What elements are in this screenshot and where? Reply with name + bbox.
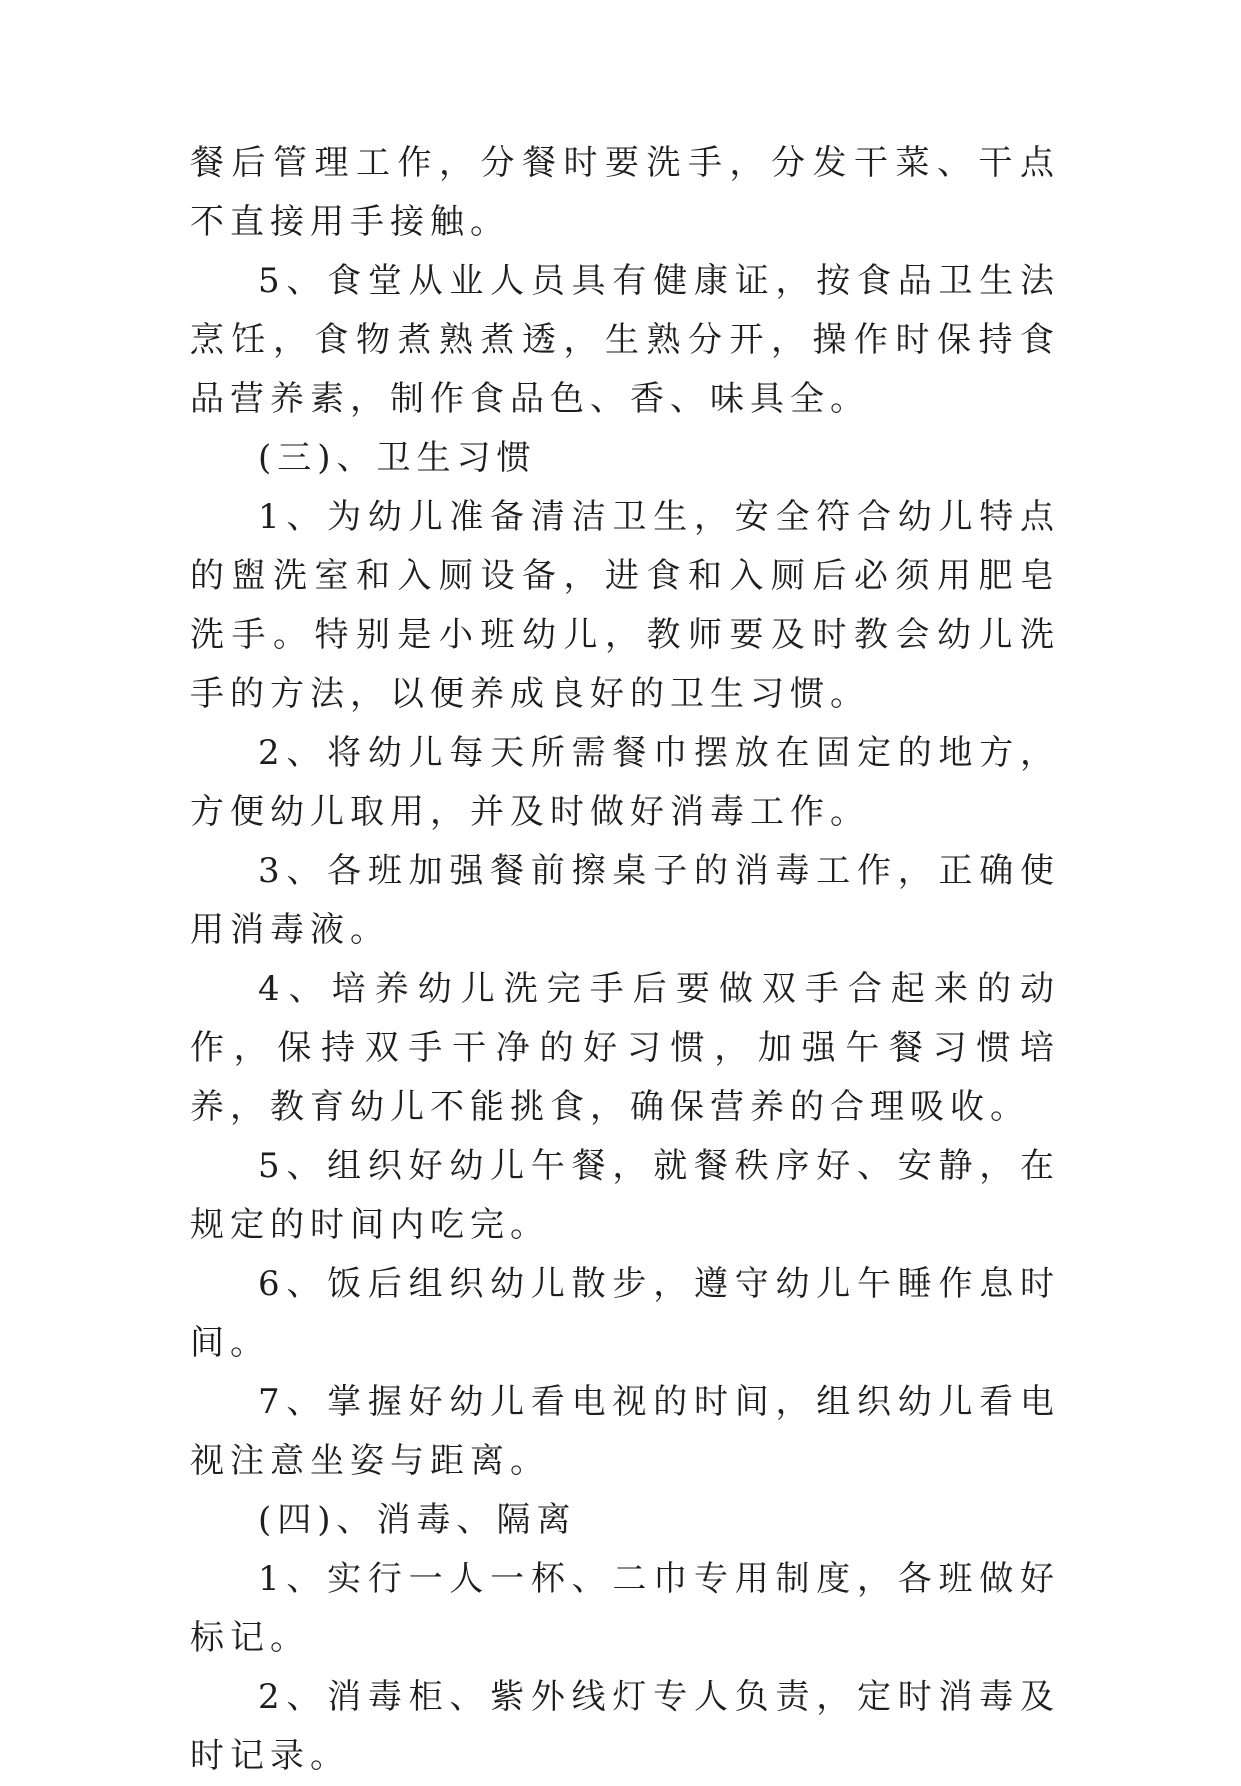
document-body (190, 134, 1060, 1786)
paragraph-disinfection-item-1: 1、实行一人一杯、二巾专用制度，各班做好标记。 (190, 1559, 1060, 1658)
paragraph-item-4: 4、培养幼儿洗完手后要做双手合起来的动作，保持双手干净的好习惯，加强午餐习惯培养，教育幼儿不能挑食，确保营养的合理吸收。 (190, 969, 1060, 1127)
paragraph-item-6: 6、饭后组织幼儿散步，遵守幼儿午睡作息时间。 (190, 1264, 1060, 1363)
section-heading-disinfection: (四)、消毒、隔离 (258, 1500, 577, 1540)
paragraph-disinfection-item-2: 2、消毒柜、紫外线灯专人负责，定时消毒及时记录。 (190, 1677, 1060, 1776)
paragraph-continuation: 餐后管理工作，分餐时要洗手，分发干菜、干点不直接用手接触。 (190, 143, 1060, 242)
paragraph-item-2: 2、将幼儿每天所需餐巾摆放在固定的地方，方便幼儿取用，并及时做好消毒工作。 (190, 733, 1060, 832)
paragraph-item-3: 3、各班加强餐前擦桌子的消毒工作，正确使用消毒液。 (190, 851, 1060, 950)
paragraph-item-5-canteen: 5、食堂从业人员具有健康证，按食品卫生法烹饪，食物煮熟煮透，生熟分开，操作时保持食品营养素，制作食品色、香、味具全。 (190, 261, 1060, 419)
paragraph-item-7: 7、掌握好幼儿看电视的时间，组织幼儿看电视注意坐姿与距离。 (190, 1382, 1060, 1481)
paragraph-item-5: 5、组织好幼儿午餐，就餐秩序好、安静，在规定的时间内吃完。 (190, 1146, 1060, 1245)
section-heading-hygiene-habits: (三)、卫生习惯 (258, 438, 537, 478)
paragraph-item-1: 1、为幼儿准备清洁卫生，安全符合幼儿特点的盥洗室和入厕设备，进食和入厕后必须用肥皂洗手。特别是小班幼儿，教师要及时教会幼儿洗手的方法，以便养成良好的卫生习惯。 (190, 497, 1060, 714)
